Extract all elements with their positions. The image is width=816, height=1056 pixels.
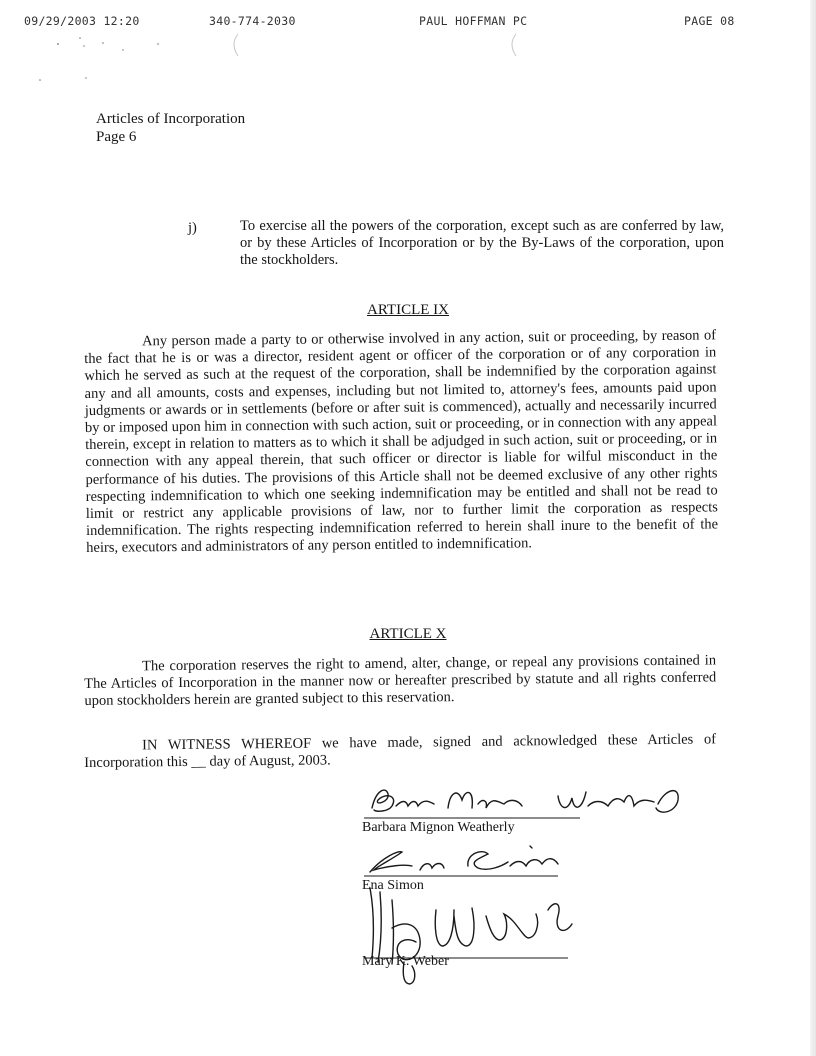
article-x-heading-text: ARTICLE X [369, 626, 447, 642]
article-ix-heading [0, 302, 816, 319]
signature-weber [358, 880, 698, 990]
fax-phone-number: 340-774-2030 [209, 14, 296, 28]
signatory-name-2: Ena Simon [362, 878, 424, 893]
list-item-label: j) [188, 220, 197, 236]
fax-page-number: PAGE 08 [684, 14, 735, 28]
signature-block-weatherly [358, 778, 688, 835]
fax-sender: PAUL HOFFMAN PC [419, 14, 528, 28]
signature-block-simon [358, 836, 688, 893]
signatory-name-1: Barbara Mignon Weatherly [362, 820, 515, 835]
fax-datetime: 09/29/2003 12:20 [24, 14, 140, 28]
article-ix-heading-text: ARTICLE IX [366, 302, 449, 318]
scan-specks [0, 0, 816, 120]
article-x-heading [0, 626, 816, 643]
list-item-text: To exercise all the powers of the corporation, except such as are conferred by law, or by these Articles of Incorporation or by the By-Laws of the corporation, upon the stockholders. [240, 218, 724, 268]
signature-block-weber [358, 880, 688, 990]
article-ix-body: Any person made a party to or otherwise involved in any action, suit or proceeding, by reason of the fact that he is or was a director, resident agent or officer of the corporation or of any corporation in which he served as such at the request of the corporation, shall be indemnified by the corporation against any and all amounts, costs and expenses, including but not limited to, attorney's fees, amounts paid upon judgments or awards or in settlements (before or after suit is commenced), actually and necessarily incurred by or imposed upon him in connection with such action, suit or proceeding, or in connection with any appeal therein, except in relation to matters as to which it shall be adjudged in such action, suit or proceeding, or in connection with any appeal therein, that such officer or director is liable for wilful misconduct in the performance of his duties. The provisions of this Article shall not be deemed exclusive of any other rights respecting indemnification to which one seeking indemnification may be entitled and shall not be read to limit or restrict any applicable provisions of law, nor to further limit the corporation as respects indemnification. The rights respecting indemnification referred to herein shall inure to the benefit of the heirs, executors and administrators of any person entitled to indemnification. [84, 327, 719, 557]
witness-clause: IN WITNESS WHEREOF we have made, signed and acknowledged these Articles of Incorporation this __ day of August, 2003. [84, 731, 717, 772]
running-head-title: Articles of Incorporation [96, 111, 246, 127]
article-x-body: The corporation reserves the right to amend, alter, change, or repeal any provisions contained in The Articles of Incorporation in the manner now or hereafter prescribed by statute and all rights conferred upon stockholders herein are granted subject to this reservation. [84, 652, 717, 710]
signatory-name-3: Mary K. Weber [362, 954, 449, 969]
running-head-page: Page 6 [96, 129, 137, 145]
running-head [96, 110, 245, 146]
scan-edge-shadow [810, 0, 816, 1056]
